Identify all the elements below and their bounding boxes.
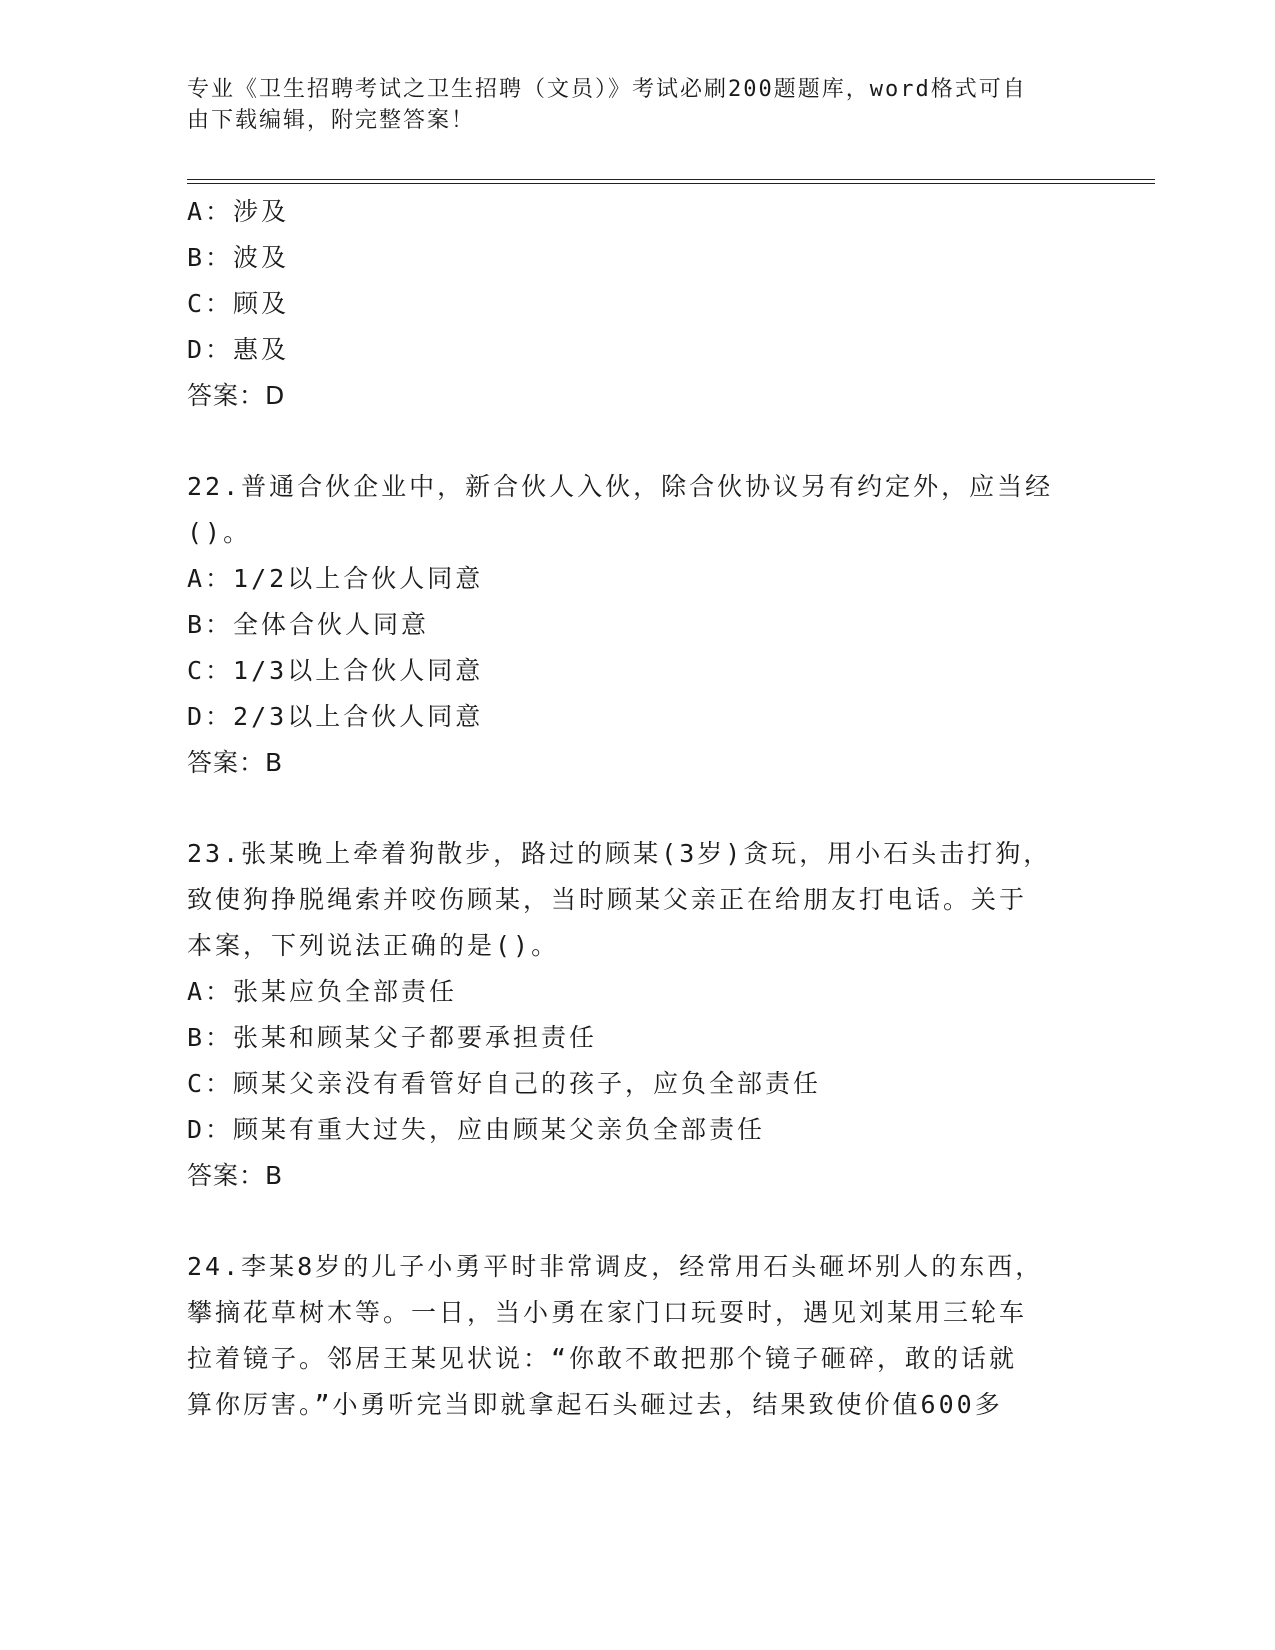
q23-option-b: B：张某和顾某父子都要承担责任	[187, 1023, 598, 1052]
question-24	[187, 1244, 1087, 1428]
q22-stem-line-2: ()。	[187, 518, 252, 547]
q23-stem-line-1: 23.张某晚上牵着狗散步，路过的顾某(3岁)贪玩，用小石头击打狗，	[187, 839, 1052, 868]
spacer	[187, 419, 1087, 464]
header-line-2: 由下载编辑，附完整答案！	[187, 108, 476, 133]
q24-stem-line-2: 攀摘花草树木等。一日，当小勇在家门口玩耍时，遇见刘某用三轮车	[187, 1298, 1028, 1327]
q22-stem-line-1: 22.普通合伙企业中，新合伙人入伙，除合伙协议另有约定外，应当经	[187, 472, 1054, 501]
q23-stem-line-3: 本案，下列说法正确的是()。	[187, 931, 560, 960]
spacer	[187, 1199, 1087, 1244]
q23-option-c: C：顾某父亲没有看管好自己的孩子，应负全部责任	[187, 1069, 822, 1098]
q21-answer: 答案：D	[187, 381, 286, 410]
header-line-1: 专业《卫生招聘考试之卫生招聘（文员）》考试必刷200题题库，word格式可自	[187, 77, 1027, 102]
q23-option-d: D：顾某有重大过失，应由顾某父亲负全部责任	[187, 1115, 766, 1144]
header-divider-bottom	[187, 183, 1155, 184]
q22-option-c: C：1/3以上合伙人同意	[187, 656, 484, 685]
question-21	[187, 189, 1087, 419]
q24-stem-line-1: 24.李某8岁的儿子小勇平时非常调皮，经常用石头砸坏别人的东西，	[187, 1252, 1044, 1281]
header-divider-top	[187, 179, 1155, 180]
q22-option-b: B：全体合伙人同意	[187, 610, 430, 639]
question-content	[187, 189, 1087, 1428]
spacer	[187, 786, 1087, 831]
q23-answer: 答案：B	[187, 1161, 284, 1190]
q22-option-d: D：2/3以上合伙人同意	[187, 702, 484, 731]
question-22	[187, 464, 1087, 786]
q21-option-a: A：涉及	[187, 197, 290, 226]
q22-answer: 答案：B	[187, 748, 284, 777]
q21-option-d: D：惠及	[187, 335, 290, 364]
q23-option-a: A：张某应负全部责任	[187, 977, 458, 1006]
q24-stem-line-3: 拉着镜子。邻居王某见状说：“你敢不敢把那个镜子砸碎，敢的话就	[187, 1344, 1018, 1373]
q21-option-c: C：顾及	[187, 289, 290, 318]
q21-option-b: B：波及	[187, 243, 290, 272]
q22-option-a: A：1/2以上合伙人同意	[187, 564, 484, 593]
question-23	[187, 831, 1087, 1199]
q23-stem-line-2: 致使狗挣脱绳索并咬伤顾某，当时顾某父亲正在给朋友打电话。关于	[187, 885, 1028, 914]
q24-stem-line-4: 算你厉害。”小勇听完当即就拿起石头砸过去，结果致使价值600多	[187, 1390, 1003, 1419]
document-header	[187, 74, 1067, 136]
